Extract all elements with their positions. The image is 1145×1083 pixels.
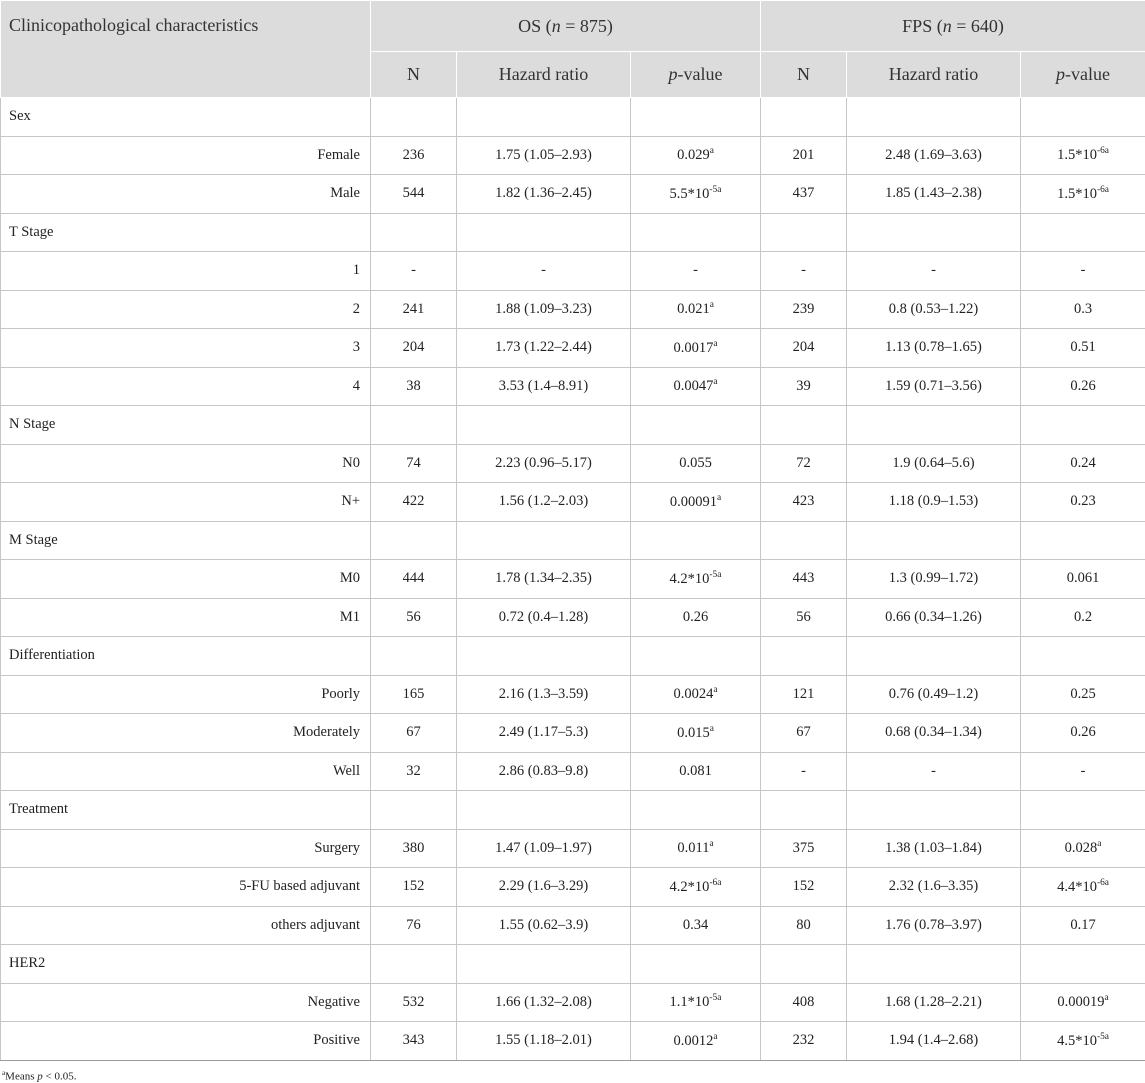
empty-cell [457, 945, 631, 984]
fps-p-cell: 0.028$^a$ [1021, 829, 1145, 868]
group-label: Treatment [1, 791, 371, 830]
empty-cell [1021, 945, 1145, 984]
os-hr-cell: 0.72 (0.4–1.28) [457, 598, 631, 637]
os-n-cell: 38 [371, 367, 457, 406]
os-n-cell: 380 [371, 829, 457, 868]
fps-hr-cell: 1.9 (0.64–5.6) [847, 444, 1021, 483]
group-label: Sex [1, 98, 371, 137]
header-fps-p: p-value [1021, 52, 1145, 98]
fps-n-cell: 56 [761, 598, 847, 637]
fps-n-cell: - [761, 752, 847, 791]
table-row-m1 [1, 598, 1145, 637]
header-fps-n: N [761, 52, 847, 98]
table-row-negative [1, 983, 1145, 1022]
table-row-female [1, 136, 1145, 175]
row-label: 3 [1, 329, 371, 368]
fps-hr-cell: 2.32 (1.6–3.35) [847, 868, 1021, 907]
table-row-positive [1, 1022, 1145, 1061]
os-n-cell: 236 [371, 136, 457, 175]
fps-hr-cell: 1.38 (1.03–1.84) [847, 829, 1021, 868]
os-p-cell: $1.1*10^{-5a}$ [631, 983, 761, 1022]
os-p-cell: 0.0024$^a$ [631, 675, 761, 714]
table-row-t4 [1, 367, 1145, 406]
empty-cell [1021, 791, 1145, 830]
empty-cell [761, 637, 847, 676]
os-hr-cell: 3.53 (1.4–8.91) [457, 367, 631, 406]
fps-hr-cell: 0.68 (0.34–1.34) [847, 714, 1021, 753]
fps-n-cell: 239 [761, 290, 847, 329]
empty-cell [631, 213, 761, 252]
fps-p-cell: 0.25 [1021, 675, 1145, 714]
os-n-cell: 532 [371, 983, 457, 1022]
os-p-cell: $5.5*10^{-5a}$ [631, 175, 761, 214]
empty-cell [457, 98, 631, 137]
empty-cell [371, 637, 457, 676]
row-label: M1 [1, 598, 371, 637]
row-label: N0 [1, 444, 371, 483]
group-label: HER2 [1, 945, 371, 984]
empty-cell [457, 791, 631, 830]
empty-cell [847, 637, 1021, 676]
os-p-cell: 0.0012$^a$ [631, 1022, 761, 1061]
group-label: N Stage [1, 406, 371, 445]
fps-n-cell: 408 [761, 983, 847, 1022]
group-row-her2 [1, 945, 1145, 984]
os-n-cell: - [371, 252, 457, 291]
os-hr-cell: 1.56 (1.2–2.03) [457, 483, 631, 522]
os-n-cell: 152 [371, 868, 457, 907]
group-row-sex [1, 98, 1145, 137]
fps-n-cell: 80 [761, 906, 847, 945]
row-label: Surgery [1, 829, 371, 868]
header-fps-hr: Hazard ratio [847, 52, 1021, 98]
os-n-cell: 56 [371, 598, 457, 637]
fps-p-cell: 0.061 [1021, 560, 1145, 599]
row-label: Female [1, 136, 371, 175]
os-p-cell: 0.0047$^a$ [631, 367, 761, 406]
os-hr-cell: 2.86 (0.83–9.8) [457, 752, 631, 791]
os-n-cell: 32 [371, 752, 457, 791]
row-label: others adjuvant [1, 906, 371, 945]
row-label: Poorly [1, 675, 371, 714]
fps-p-cell: 0.26 [1021, 714, 1145, 753]
row-label: Male [1, 175, 371, 214]
fps-n-cell: 423 [761, 483, 847, 522]
os-hr-cell: 1.66 (1.32–2.08) [457, 983, 631, 1022]
os-p-cell: $4.2*10^{-6a}$ [631, 868, 761, 907]
empty-cell [371, 945, 457, 984]
os-n-cell: 422 [371, 483, 457, 522]
table-row-surgery [1, 829, 1145, 868]
group-row-differentiation [1, 637, 1145, 676]
os-n-cell: 544 [371, 175, 457, 214]
table-row-poorly [1, 675, 1145, 714]
empty-cell [761, 406, 847, 445]
fps-p-cell: 0.51 [1021, 329, 1145, 368]
fps-hr-cell: 0.76 (0.49–1.2) [847, 675, 1021, 714]
row-label: Well [1, 752, 371, 791]
fps-p-cell: 0.23 [1021, 483, 1145, 522]
fps-hr-cell: 0.8 (0.53–1.22) [847, 290, 1021, 329]
os-hr-cell: 2.23 (0.96–5.17) [457, 444, 631, 483]
os-n-cell: 67 [371, 714, 457, 753]
fps-hr-cell: 2.48 (1.69–3.63) [847, 136, 1021, 175]
empty-cell [457, 637, 631, 676]
os-p-cell: 0.055 [631, 444, 761, 483]
empty-cell [371, 213, 457, 252]
empty-cell [761, 791, 847, 830]
fps-p-cell: - [1021, 252, 1145, 291]
fps-n-cell: 375 [761, 829, 847, 868]
fps-p-cell: 0.17 [1021, 906, 1145, 945]
table-row-nplus [1, 483, 1145, 522]
os-p-cell: 0.00091$^a$ [631, 483, 761, 522]
row-label: Negative [1, 983, 371, 1022]
os-p-cell: $4.2*10^{-5a}$ [631, 560, 761, 599]
header-os-hr: Hazard ratio [457, 52, 631, 98]
group-row-t_stage [1, 213, 1145, 252]
os-hr-cell: 1.88 (1.09–3.23) [457, 290, 631, 329]
empty-cell [457, 213, 631, 252]
os-p-cell: 0.015$^a$ [631, 714, 761, 753]
empty-cell [457, 521, 631, 560]
table-row-n0 [1, 444, 1145, 483]
fps-p-cell: $1.5*10^{-6a}$ [1021, 136, 1145, 175]
os-p-cell: 0.021$^a$ [631, 290, 761, 329]
os-hr-cell: 1.82 (1.36–2.45) [457, 175, 631, 214]
os-hr-cell: 2.16 (1.3–3.59) [457, 675, 631, 714]
group-row-treatment [1, 791, 1145, 830]
fps-hr-cell: 1.13 (0.78–1.65) [847, 329, 1021, 368]
row-label: 5-FU based adjuvant [1, 868, 371, 907]
fps-n-cell: 72 [761, 444, 847, 483]
group-label: T Stage [1, 213, 371, 252]
fps-n-cell: 152 [761, 868, 847, 907]
empty-cell [761, 213, 847, 252]
fps-p-cell: - [1021, 752, 1145, 791]
empty-cell [631, 98, 761, 137]
os-hr-cell: - [457, 252, 631, 291]
os-p-cell: 0.26 [631, 598, 761, 637]
table-row-moderately [1, 714, 1145, 753]
row-label: Moderately [1, 714, 371, 753]
empty-cell [847, 98, 1021, 137]
table-row-t3 [1, 329, 1145, 368]
empty-cell [761, 98, 847, 137]
table-row-m0 [1, 560, 1145, 599]
empty-cell [1021, 406, 1145, 445]
os-p-cell: 0.34 [631, 906, 761, 945]
fps-hr-cell: 1.76 (0.78–3.97) [847, 906, 1021, 945]
row-label: Positive [1, 1022, 371, 1061]
empty-cell [631, 791, 761, 830]
os-hr-cell: 1.78 (1.34–2.35) [457, 560, 631, 599]
row-label: 4 [1, 367, 371, 406]
fps-n-cell: 437 [761, 175, 847, 214]
os-n-cell: 74 [371, 444, 457, 483]
row-label: M0 [1, 560, 371, 599]
empty-cell [761, 521, 847, 560]
row-label: 1 [1, 252, 371, 291]
empty-cell [631, 521, 761, 560]
table-row-t1 [1, 252, 1145, 291]
os-p-cell: 0.081 [631, 752, 761, 791]
fps-n-cell: 204 [761, 329, 847, 368]
fps-hr-cell: 1.68 (1.28–2.21) [847, 983, 1021, 1022]
os-n-cell: 343 [371, 1022, 457, 1061]
empty-cell [457, 406, 631, 445]
fps-p-cell: 0.26 [1021, 367, 1145, 406]
os-hr-cell: 1.75 (1.05–2.93) [457, 136, 631, 175]
empty-cell [371, 791, 457, 830]
group-row-m_stage [1, 521, 1145, 560]
os-hr-cell: 1.73 (1.22–2.44) [457, 329, 631, 368]
empty-cell [631, 945, 761, 984]
os-p-cell: - [631, 252, 761, 291]
fps-p-cell: $4.5*10^{-5a}$ [1021, 1022, 1145, 1061]
fps-p-cell: 0.2 [1021, 598, 1145, 637]
os-hr-cell: 2.29 (1.6–3.29) [457, 868, 631, 907]
fps-p-cell: 0.3 [1021, 290, 1145, 329]
fps-p-cell: $4.4*10^{-6a}$ [1021, 868, 1145, 907]
header-os-p: p-value [631, 52, 761, 98]
empty-cell [847, 213, 1021, 252]
fps-n-cell: 443 [761, 560, 847, 599]
group-label: M Stage [1, 521, 371, 560]
os-hr-cell: 2.49 (1.17–5.3) [457, 714, 631, 753]
group-label: Differentiation [1, 637, 371, 676]
row-label: 2 [1, 290, 371, 329]
os-n-cell: 76 [371, 906, 457, 945]
os-n-cell: 444 [371, 560, 457, 599]
os-hr-cell: 1.47 (1.09–1.97) [457, 829, 631, 868]
os-n-cell: 165 [371, 675, 457, 714]
header-fps: FPS (n = 640) [761, 1, 1145, 52]
table-row-t2 [1, 290, 1145, 329]
header-os: OS (n = 875) [371, 1, 761, 52]
fps-n-cell: 67 [761, 714, 847, 753]
row-label: N+ [1, 483, 371, 522]
empty-cell [1021, 521, 1145, 560]
fps-hr-cell: 1.59 (0.71–3.56) [847, 367, 1021, 406]
empty-cell [371, 406, 457, 445]
fps-n-cell: 39 [761, 367, 847, 406]
table-row-male [1, 175, 1145, 214]
header-os-n: N [371, 52, 457, 98]
empty-cell [371, 521, 457, 560]
fps-hr-cell: 1.85 (1.43–2.38) [847, 175, 1021, 214]
fps-n-cell: 121 [761, 675, 847, 714]
header-characteristics: Clinicopathological characteristics [1, 1, 371, 98]
empty-cell [847, 521, 1021, 560]
fps-p-cell: 0.24 [1021, 444, 1145, 483]
table-row-others [1, 906, 1145, 945]
fps-hr-cell: - [847, 752, 1021, 791]
os-hr-cell: 1.55 (1.18–2.01) [457, 1022, 631, 1061]
fps-n-cell: 232 [761, 1022, 847, 1061]
fps-p-cell: 0.00019$^a$ [1021, 983, 1145, 1022]
os-n-cell: 241 [371, 290, 457, 329]
fps-n-cell: - [761, 252, 847, 291]
fps-hr-cell: 0.66 (0.34–1.26) [847, 598, 1021, 637]
fps-hr-cell: 1.94 (1.4–2.68) [847, 1022, 1021, 1061]
group-row-n_stage [1, 406, 1145, 445]
os-p-cell: 0.0017$^a$ [631, 329, 761, 368]
empty-cell [371, 98, 457, 137]
fps-n-cell: 201 [761, 136, 847, 175]
fps-p-cell: $1.5*10^{-6a}$ [1021, 175, 1145, 214]
empty-cell [631, 406, 761, 445]
empty-cell [761, 945, 847, 984]
empty-cell [847, 406, 1021, 445]
os-hr-cell: 1.55 (0.62–3.9) [457, 906, 631, 945]
empty-cell [847, 945, 1021, 984]
os-n-cell: 204 [371, 329, 457, 368]
empty-cell [847, 791, 1021, 830]
os-p-cell: 0.029$^a$ [631, 136, 761, 175]
os-p-cell: 0.011$^a$ [631, 829, 761, 868]
table-row-fu5 [1, 868, 1145, 907]
empty-cell [1021, 98, 1145, 137]
empty-cell [1021, 637, 1145, 676]
fps-hr-cell: - [847, 252, 1021, 291]
empty-cell [631, 637, 761, 676]
footnote: $^a$Means p < 0.05. [2, 1068, 77, 1083]
fps-hr-cell: 1.18 (0.9–1.53) [847, 483, 1021, 522]
table-row-well [1, 752, 1145, 791]
fps-hr-cell: 1.3 (0.99–1.72) [847, 560, 1021, 599]
empty-cell [1021, 213, 1145, 252]
